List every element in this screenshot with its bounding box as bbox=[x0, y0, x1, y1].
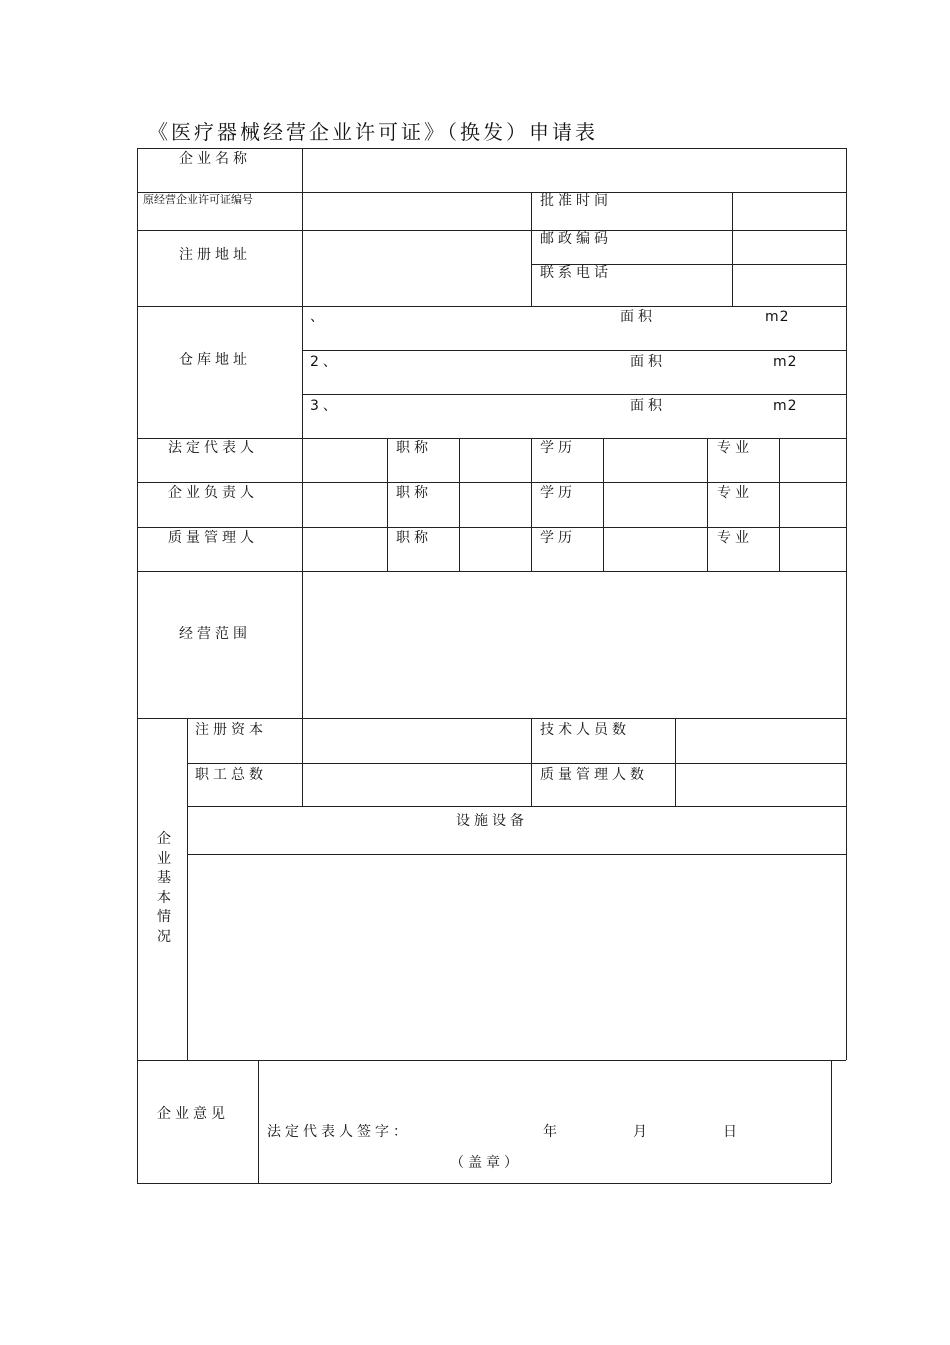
row-divider bbox=[187, 854, 846, 855]
business-scope-label: 经营范围 bbox=[179, 626, 251, 642]
day-label: 日 bbox=[723, 1124, 741, 1140]
row-divider bbox=[137, 482, 846, 483]
person-major-label: 专业 bbox=[717, 440, 753, 456]
warehouse-area-label: 面积 bbox=[620, 309, 656, 325]
row-divider bbox=[137, 1060, 846, 1061]
row-divider bbox=[187, 763, 846, 764]
column-divider bbox=[732, 192, 733, 306]
postal-code-label: 邮政编码 bbox=[540, 231, 612, 247]
person-role-label: 企业负责人 bbox=[168, 485, 258, 501]
company-opinion-label: 企业意见 bbox=[157, 1106, 229, 1122]
person-title-label: 职称 bbox=[396, 530, 432, 546]
row-divider bbox=[302, 350, 846, 351]
warehouse-prefix: 3、 bbox=[310, 398, 341, 414]
person-education-label: 学历 bbox=[540, 530, 576, 546]
column-divider bbox=[779, 438, 780, 571]
table-border-right bbox=[846, 148, 847, 1060]
approval-time-label: 批准时间 bbox=[540, 193, 612, 209]
total-staff-label: 职工总数 bbox=[195, 767, 267, 783]
row-divider bbox=[302, 394, 846, 395]
facilities-label: 设施设备 bbox=[456, 813, 528, 829]
column-divider bbox=[459, 438, 460, 571]
warehouse-area-unit: m2 bbox=[773, 354, 798, 370]
column-divider bbox=[187, 718, 188, 1060]
person-title-label: 职称 bbox=[396, 440, 432, 456]
column-divider bbox=[531, 192, 532, 306]
column-divider bbox=[302, 718, 303, 806]
page-title: 《医疗器械经营企业许可证》（换发）申请表 bbox=[148, 120, 598, 144]
year-label: 年 bbox=[543, 1124, 561, 1140]
person-major-label: 专业 bbox=[717, 530, 753, 546]
column-divider bbox=[531, 438, 532, 571]
warehouse-area-unit: m2 bbox=[773, 398, 798, 414]
column-divider bbox=[603, 438, 604, 571]
row-divider bbox=[137, 527, 846, 528]
row-divider bbox=[137, 571, 846, 572]
person-role-label: 质量管理人 bbox=[168, 530, 258, 546]
warehouse-prefix: 2、 bbox=[310, 354, 341, 370]
table-border-left bbox=[137, 148, 138, 1183]
warehouse-area-label: 面积 bbox=[630, 354, 666, 370]
original-license-no-label: 原经营企业许可证编号 bbox=[143, 193, 253, 206]
warehouse-prefix: 、 bbox=[310, 309, 328, 325]
registered-address-label: 注册地址 bbox=[179, 247, 251, 263]
table-border-top bbox=[137, 148, 846, 149]
column-divider bbox=[707, 438, 708, 571]
company-name-label: 企业名称 bbox=[179, 151, 251, 167]
tech-staff-count-label: 技术人员数 bbox=[540, 722, 630, 738]
person-role-label: 法定代表人 bbox=[168, 440, 258, 456]
column-divider bbox=[258, 1060, 259, 1183]
row-divider bbox=[137, 306, 846, 307]
column-divider bbox=[302, 571, 303, 718]
warehouse-area-unit: m2 bbox=[765, 309, 790, 325]
column-divider bbox=[302, 148, 303, 571]
row-divider bbox=[137, 230, 846, 231]
person-education-label: 学历 bbox=[540, 440, 576, 456]
qa-staff-count-label: 质量管理人数 bbox=[540, 767, 648, 783]
row-divider bbox=[137, 718, 846, 719]
legal-rep-signature-label: 法定代表人签字： bbox=[267, 1124, 411, 1140]
phone-label: 联系电话 bbox=[540, 265, 612, 281]
person-major-label: 专业 bbox=[717, 485, 753, 501]
person-education-label: 学历 bbox=[540, 485, 576, 501]
seal-label: （盖章） bbox=[450, 1155, 522, 1171]
person-title-label: 职称 bbox=[396, 485, 432, 501]
month-label: 月 bbox=[633, 1124, 651, 1140]
registered-capital-label: 注册资本 bbox=[195, 722, 267, 738]
warehouse-address-label: 仓库地址 bbox=[179, 352, 251, 368]
basic-info-section-label: 企 业 基 本 情 况 bbox=[157, 831, 171, 945]
warehouse-area-label: 面积 bbox=[630, 398, 666, 414]
table-border-bottom bbox=[137, 1183, 831, 1184]
column-divider bbox=[387, 438, 388, 571]
column-divider bbox=[531, 718, 532, 806]
row-divider bbox=[187, 806, 846, 807]
opinion-border-right bbox=[831, 1060, 832, 1183]
column-divider bbox=[675, 718, 676, 806]
